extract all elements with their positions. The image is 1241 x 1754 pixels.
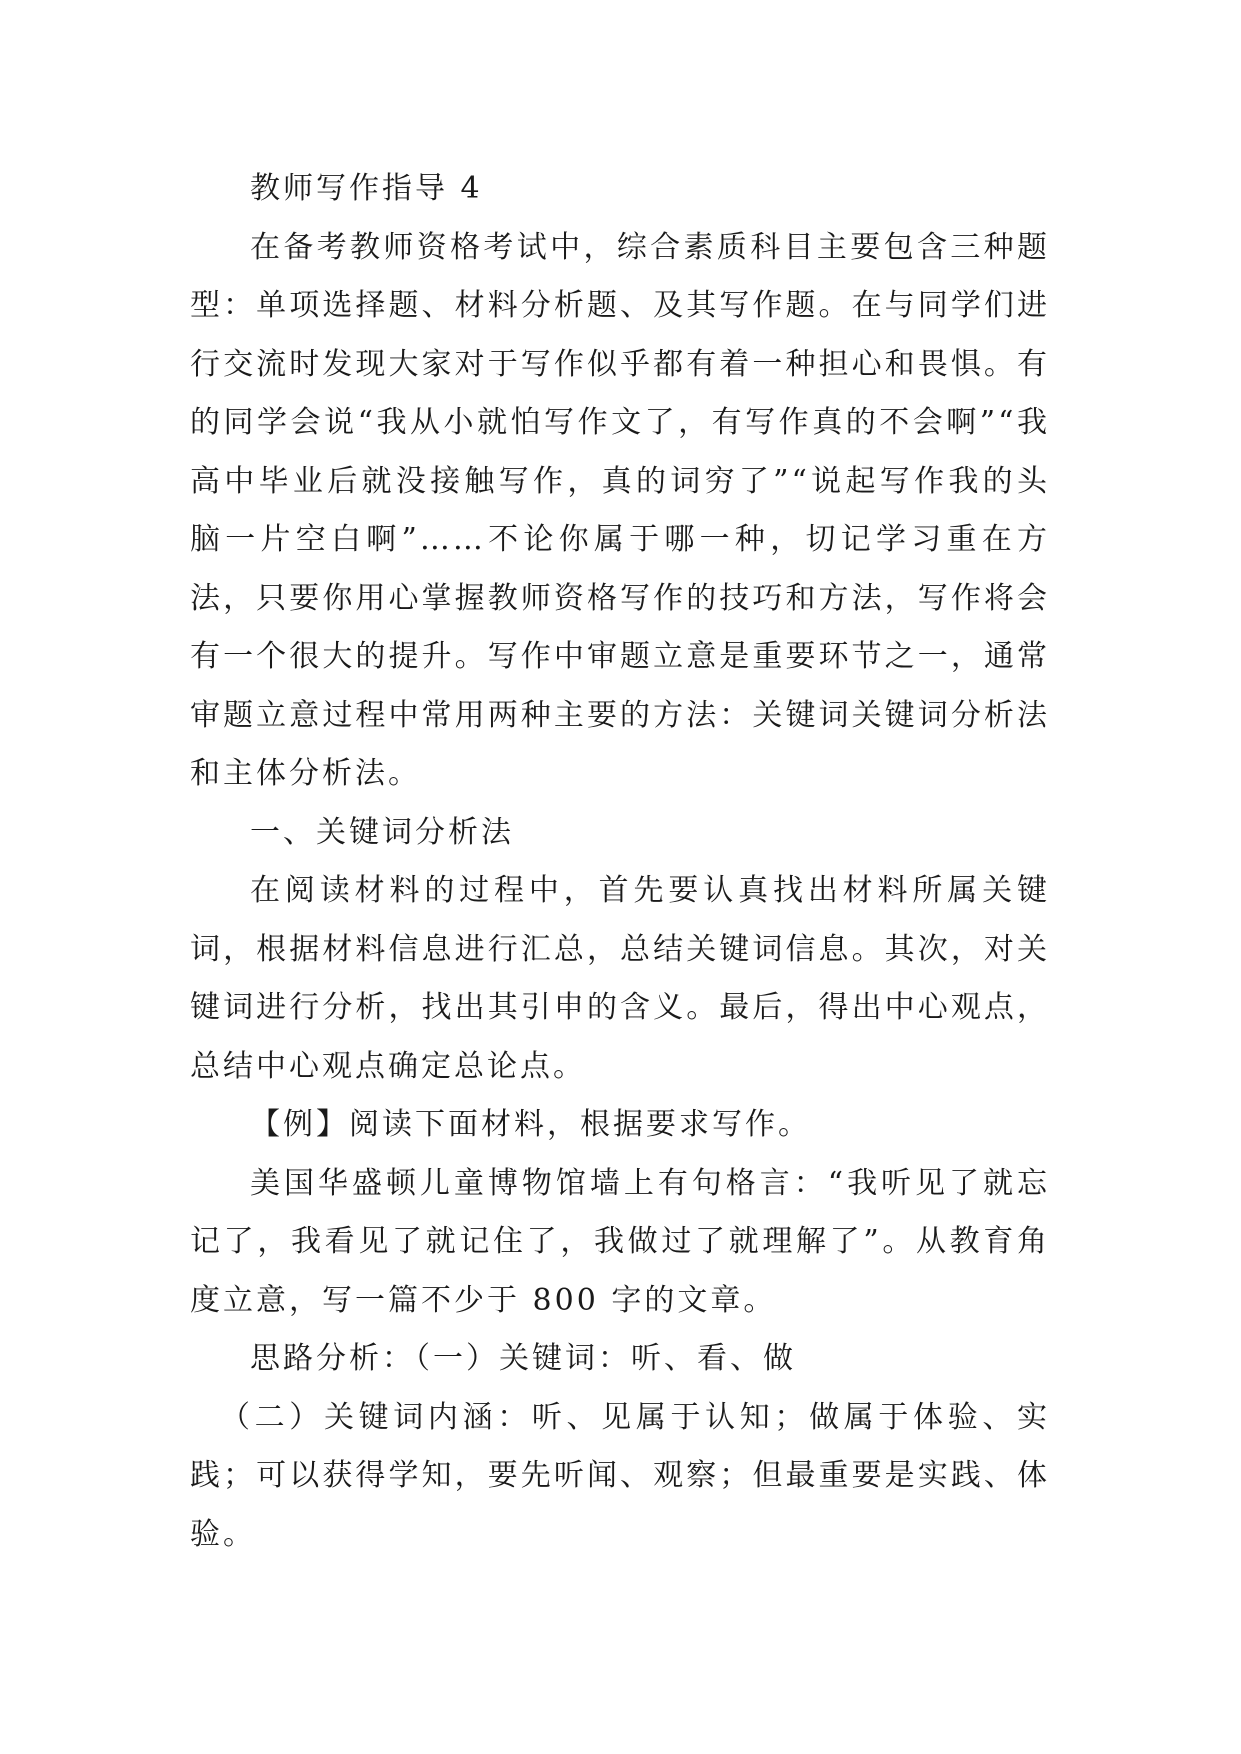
analysis-step-two: （二）关键词内涵：听、见属于认知；做属于体验、实践；可以获得学知，要先听闻、观察；但最重要是实践、体验。 — [190, 1399, 1050, 1552]
example-material-paragraph: 美国华盛顿儿童博物馆墙上有句格言：“我听见了就忘记了，我看见了就记住了，我做过了就理解了”。从教育角度立意，写一篇不少于 800 字的文章。 — [190, 1165, 1050, 1318]
document-page — [190, 160, 1050, 1564]
keyword-analysis-paragraph: 在阅读材料的过程中，首先要认真找出材料所属关键词，根据材料信息进行汇总，总结关键词信息。其次，对关键词进行分析，找出其引申的含义。最后，得出中心观点，总结中心观点确定总论点。 — [190, 873, 1050, 1084]
intro-paragraph: 在备考教师资格考试中，综合素质科目主要包含三种题型：单项选择题、材料分析题、及其写作题。在与同学们进行交流时发现大家对于写作似乎都有着一种担心和畏惧。有的同学会说“我从小就怕写作文了，有写作真的不会啊”“我高中毕业后就没接触写作，真的词穷了”“说起写作我的头脑一片空白啊”……不论你属于哪一种，切记学习重在方法，只要你用心掌握教师资格写作的技巧和方法，写作将会有一个很大的提升。写作中审题立意是重要环节之一，通常审题立意过程中常用两种主要的方法：关键词关键词分析法和主体分析法。 — [190, 229, 1050, 791]
document-title: 教师写作指导 4 — [250, 171, 483, 206]
analysis-step-one: 思路分析：（一）关键词：听、看、做 — [250, 1341, 796, 1376]
section-heading-keyword-analysis: 一、关键词分析法 — [250, 814, 514, 850]
example-prompt: 【例】阅读下面材料，根据要求写作。 — [250, 1107, 811, 1142]
